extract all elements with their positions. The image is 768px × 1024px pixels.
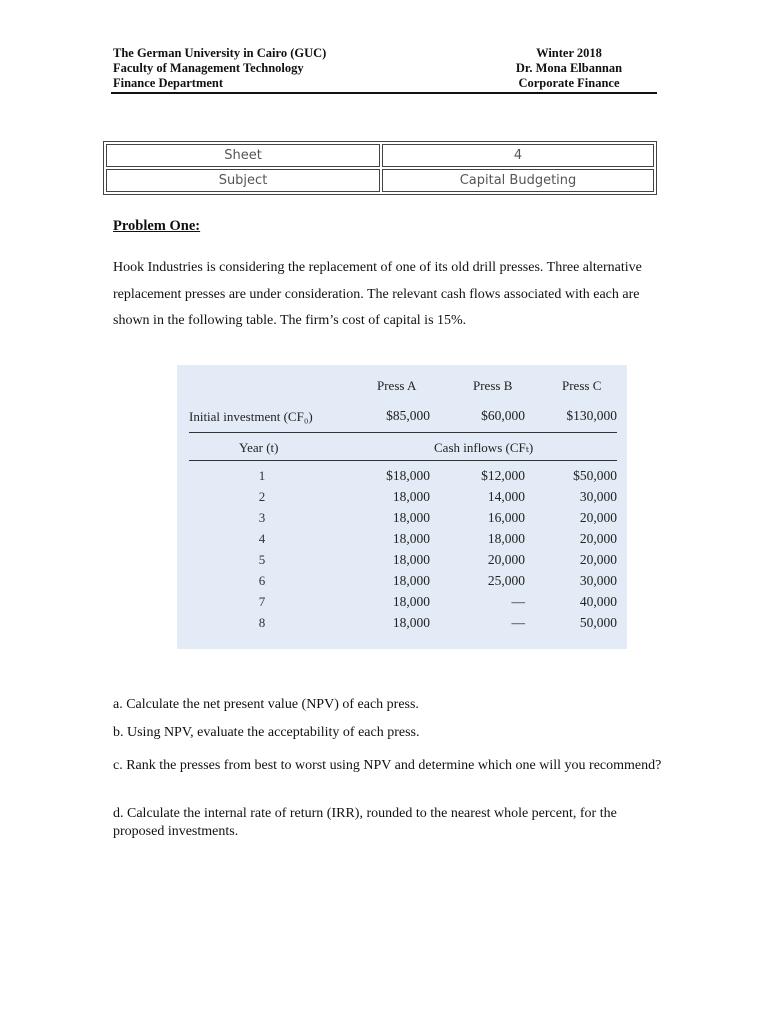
- department-name: Finance Department: [113, 76, 224, 90]
- problem-paragraph: Hook Industries is considering the replacement of one of its old drill presses. Three alternative replacement presses are under consideration. The relevant cash flows associated with each are shown in the following table. The firm’s cost of capital is 15%.: [113, 260, 642, 328]
- question-a: a. Calculate the net present value (NPV) of each press.: [113, 697, 419, 712]
- year-cell: 6: [258, 573, 266, 588]
- question-b: b. Using NPV, evaluate the acceptability of each press.: [113, 725, 420, 740]
- press-a-cell: 18,000: [392, 552, 430, 567]
- sheet-value: 4: [382, 144, 654, 167]
- initial-investment-label: Initial investment (CF₀): [189, 409, 313, 424]
- press-a-cell: $18,000: [386, 468, 430, 483]
- press-c-cell: 20,000: [579, 510, 617, 525]
- instructor: Dr. Mona Elbannan: [515, 61, 623, 75]
- press-c-cell: 50,000: [579, 615, 617, 630]
- press-b-cell: $12,000: [481, 468, 525, 483]
- header-left: [113, 46, 326, 91]
- table-row: [177, 468, 627, 489]
- year-cell: 7: [258, 594, 266, 609]
- press-a-cell: 18,000: [392, 594, 430, 609]
- press-c-cell: 40,000: [579, 594, 617, 609]
- year-cell: 5: [258, 552, 266, 567]
- university-name: The German University in Cairo (GUC): [113, 46, 327, 60]
- year-header: Year (t): [239, 440, 279, 455]
- press-b-cell: —: [511, 594, 525, 609]
- year-cell: 4: [258, 531, 266, 546]
- press-a-cell: 18,000: [392, 615, 430, 630]
- press-b-cell: —: [511, 615, 525, 630]
- header-right: [480, 46, 658, 91]
- press-c-cell: 30,000: [579, 573, 617, 588]
- question-d: d. Calculate the internal rate of return (IRR), rounded to the nearest whole percent, for the proposed investments.: [113, 806, 617, 839]
- table-row: [177, 510, 627, 531]
- table-rule-bottom: [189, 460, 617, 461]
- table-row: [177, 573, 627, 594]
- subject-label: Subject: [106, 169, 380, 192]
- press-b-cell: 16,000: [487, 510, 525, 525]
- year-cell: 3: [258, 510, 266, 525]
- table-row: [177, 594, 627, 615]
- table-row: [177, 531, 627, 552]
- initial-investment-b: $60,000: [481, 408, 525, 423]
- press-c-cell: $50,000: [573, 468, 617, 483]
- initial-investment-a: $85,000: [386, 408, 430, 423]
- table-rule-top: [189, 432, 617, 433]
- press-a-cell: 18,000: [392, 489, 430, 504]
- term: Winter 2018: [536, 46, 602, 60]
- faculty-name: Faculty of Management Technology: [113, 61, 304, 75]
- column-header-press-b: Press B: [473, 378, 513, 393]
- press-a-cell: 18,000: [392, 573, 430, 588]
- table-row: [177, 552, 627, 573]
- year-cell: 8: [258, 615, 266, 630]
- column-header-press-a: Press A: [377, 378, 417, 393]
- cash-inflows-header: Cash inflows (CFₜ): [434, 440, 534, 455]
- question-c: c. Rank the presses from best to worst using NPV and determine which one will you recommend?: [113, 758, 662, 773]
- press-a-cell: 18,000: [392, 531, 430, 546]
- press-b-cell: 18,000: [487, 531, 525, 546]
- year-cell: 2: [258, 489, 266, 504]
- sheet-info-table: [103, 141, 657, 195]
- subject-value: Capital Budgeting: [382, 169, 654, 192]
- sheet-label: Sheet: [106, 144, 380, 167]
- press-b-cell: 20,000: [487, 552, 525, 567]
- table-row: [106, 144, 654, 167]
- initial-investment-c: $130,000: [566, 408, 617, 423]
- table-row: [177, 615, 627, 636]
- year-cell: 1: [258, 468, 266, 483]
- problem-title: Problem One:: [113, 218, 201, 234]
- table-row: [177, 489, 627, 510]
- press-a-cell: 18,000: [392, 510, 430, 525]
- course-name: Corporate Finance: [518, 76, 620, 90]
- header-divider: [111, 92, 657, 94]
- table-row: [106, 169, 654, 192]
- press-c-cell: 20,000: [579, 531, 617, 546]
- press-b-cell: 14,000: [487, 489, 525, 504]
- column-header-press-c: Press C: [562, 378, 602, 393]
- press-c-cell: 30,000: [579, 489, 617, 504]
- press-b-cell: 25,000: [487, 573, 525, 588]
- cash-flow-table: [177, 365, 627, 649]
- press-c-cell: 20,000: [579, 552, 617, 567]
